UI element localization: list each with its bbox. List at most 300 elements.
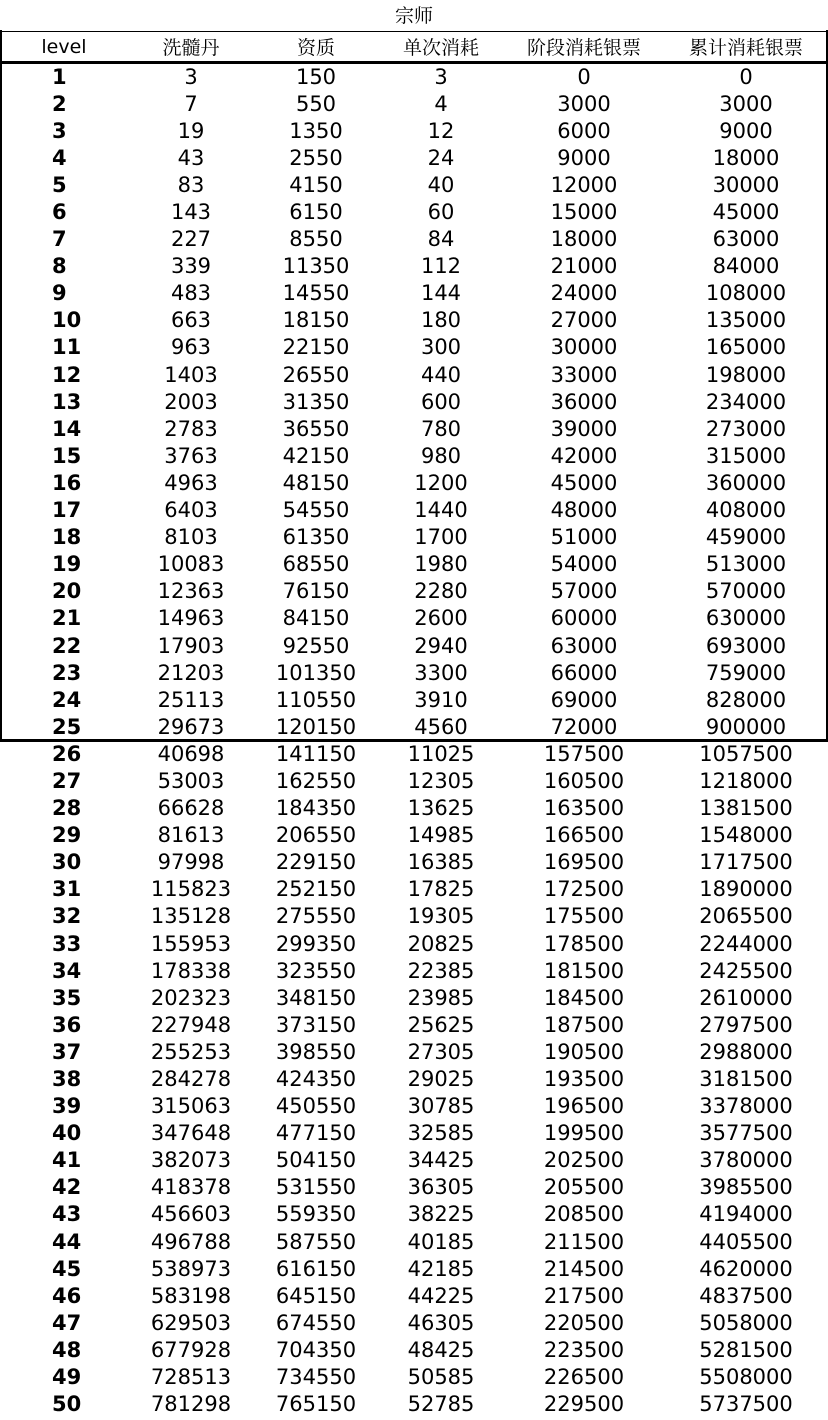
table-row <box>0 1309 828 1336</box>
cell-single-cost: 46305 <box>407 1310 475 1335</box>
cell-total-silver: 30000 <box>712 172 780 197</box>
cell-zizhi: 11350 <box>282 254 350 279</box>
cell-stage-silver: 184500 <box>543 985 625 1010</box>
header-stage-silver: 阶段消耗银票 <box>526 37 641 59</box>
table-row <box>0 686 828 713</box>
cell-level: 49 <box>52 1365 82 1390</box>
cell-single-cost: 19305 <box>407 904 475 929</box>
cell-xisuidan: 2003 <box>164 389 218 414</box>
table-row <box>0 415 828 442</box>
cell-stage-silver: 6000 <box>557 118 611 143</box>
table-row <box>0 63 828 90</box>
cell-zizhi: 101350 <box>275 660 357 685</box>
cell-total-silver: 1057500 <box>699 741 793 766</box>
table-row <box>0 307 828 334</box>
cell-stage-silver: 21000 <box>550 254 618 279</box>
cell-xisuidan: 17903 <box>157 633 225 658</box>
cell-stage-silver: 0 <box>577 64 591 89</box>
cell-total-silver: 4620000 <box>699 1256 793 1281</box>
cell-xisuidan: 155953 <box>150 931 232 956</box>
table-row <box>0 497 828 524</box>
cell-zizhi: 674550 <box>275 1310 357 1335</box>
cell-zizhi: 323550 <box>275 958 357 983</box>
cell-xisuidan: 178338 <box>150 958 232 983</box>
cell-single-cost: 17825 <box>407 877 475 902</box>
table-row <box>0 171 828 198</box>
cell-single-cost: 84 <box>427 227 455 252</box>
cell-level: 27 <box>52 768 82 793</box>
cell-level: 36 <box>52 1012 82 1037</box>
cell-level: 38 <box>52 1067 82 1092</box>
cell-total-silver: 360000 <box>705 470 787 495</box>
cell-stage-silver: 175500 <box>543 904 625 929</box>
table-row <box>0 849 828 876</box>
cell-stage-silver: 39000 <box>550 416 618 441</box>
table-row <box>0 822 828 849</box>
cell-xisuidan: 10083 <box>157 552 225 577</box>
cell-level: 33 <box>52 931 82 956</box>
cell-zizhi: 22150 <box>282 335 350 360</box>
cell-zizhi: 734550 <box>275 1365 357 1390</box>
cell-single-cost: 23985 <box>407 985 475 1010</box>
cell-zizhi: 150 <box>295 64 337 89</box>
cell-level: 32 <box>52 904 82 929</box>
cell-xisuidan: 12363 <box>157 579 225 604</box>
cell-zizhi: 477150 <box>275 1121 357 1146</box>
cell-level: 35 <box>52 985 82 1010</box>
cell-total-silver: 5737500 <box>699 1392 793 1417</box>
cell-total-silver: 2065500 <box>699 904 793 929</box>
cell-zizhi: 450550 <box>275 1094 357 1119</box>
cell-stage-silver: 196500 <box>543 1094 625 1119</box>
cell-total-silver: 135000 <box>705 308 787 333</box>
cell-level: 10 <box>52 308 82 333</box>
cell-single-cost: 22385 <box>407 958 475 983</box>
cell-xisuidan: 8103 <box>164 525 218 550</box>
header-zizhi: 资质 <box>296 37 335 59</box>
table-row <box>0 1038 828 1065</box>
cell-zizhi: 206550 <box>275 823 357 848</box>
cell-total-silver: 5058000 <box>699 1310 793 1335</box>
cell-zizhi: 18150 <box>282 308 350 333</box>
cell-zizhi: 184350 <box>275 796 357 821</box>
cell-total-silver: 0 <box>739 64 753 89</box>
table-row <box>0 957 828 984</box>
cell-stage-silver: 69000 <box>550 687 618 712</box>
cell-single-cost: 1440 <box>414 498 468 523</box>
cell-level: 47 <box>52 1310 82 1335</box>
cell-total-silver: 234000 <box>705 389 787 414</box>
cell-total-silver: 2797500 <box>699 1012 793 1037</box>
cell-level: 34 <box>52 958 82 983</box>
cell-stage-silver: 205500 <box>543 1175 625 1200</box>
cell-total-silver: 2244000 <box>699 931 793 956</box>
table-row <box>0 1201 828 1228</box>
cell-level: 50 <box>52 1392 82 1417</box>
cell-level: 31 <box>52 877 82 902</box>
cell-xisuidan: 83 <box>177 172 205 197</box>
cell-total-silver: 273000 <box>705 416 787 441</box>
cell-level: 39 <box>52 1094 82 1119</box>
cell-xisuidan: 315063 <box>150 1094 232 1119</box>
cell-total-silver: 84000 <box>712 254 780 279</box>
cell-single-cost: 2280 <box>414 579 468 604</box>
cell-single-cost: 24 <box>427 145 455 170</box>
cell-xisuidan: 14963 <box>157 606 225 631</box>
cell-single-cost: 20825 <box>407 931 475 956</box>
cell-zizhi: 68550 <box>282 552 350 577</box>
cell-stage-silver: 172500 <box>543 877 625 902</box>
cell-zizhi: 14550 <box>282 281 350 306</box>
cell-level: 17 <box>52 498 82 523</box>
cell-total-silver: 693000 <box>705 633 787 658</box>
cell-single-cost: 13625 <box>407 796 475 821</box>
table-row <box>0 605 828 632</box>
cell-zizhi: 765150 <box>275 1392 357 1417</box>
table-row <box>0 524 828 551</box>
cell-zizhi: 504150 <box>275 1148 357 1173</box>
cell-stage-silver: 72000 <box>550 714 618 739</box>
cell-total-silver: 63000 <box>712 227 780 252</box>
cell-level: 14 <box>52 416 82 441</box>
cell-stage-silver: 193500 <box>543 1067 625 1092</box>
cell-stage-silver: 12000 <box>550 172 618 197</box>
cell-xisuidan: 7 <box>184 91 198 116</box>
cell-total-silver: 1717500 <box>699 850 793 875</box>
cell-total-silver: 2988000 <box>699 1039 793 1064</box>
cell-xisuidan: 40698 <box>157 741 225 766</box>
cell-xisuidan: 663 <box>170 308 212 333</box>
cell-stage-silver: 229500 <box>543 1392 625 1417</box>
cell-zizhi: 92550 <box>282 633 350 658</box>
cell-zizhi: 162550 <box>275 768 357 793</box>
cell-zizhi: 704350 <box>275 1337 357 1362</box>
cell-total-silver: 315000 <box>705 443 787 468</box>
cell-xisuidan: 202323 <box>150 985 232 1010</box>
cell-level: 18 <box>52 525 82 550</box>
cell-level: 11 <box>52 335 82 360</box>
cell-xisuidan: 963 <box>170 335 212 360</box>
table-row <box>0 253 828 280</box>
cell-total-silver: 5508000 <box>699 1365 793 1390</box>
cell-level: 8 <box>52 254 67 279</box>
cell-stage-silver: 63000 <box>550 633 618 658</box>
header-total-silver: 累计消耗银票 <box>688 37 803 59</box>
cell-zizhi: 373150 <box>275 1012 357 1037</box>
cell-total-silver: 408000 <box>705 498 787 523</box>
cell-single-cost: 600 <box>420 389 462 414</box>
cell-total-silver: 3000 <box>719 91 773 116</box>
cell-level: 21 <box>52 606 82 631</box>
cell-total-silver: 18000 <box>712 145 780 170</box>
cell-single-cost: 112 <box>420 254 462 279</box>
cell-stage-silver: 160500 <box>543 768 625 793</box>
cell-total-silver: 2425500 <box>699 958 793 983</box>
cell-total-silver: 9000 <box>719 118 773 143</box>
cell-level: 13 <box>52 389 82 414</box>
cell-stage-silver: 27000 <box>550 308 618 333</box>
cell-xisuidan: 6403 <box>164 498 218 523</box>
table-row <box>0 984 828 1011</box>
cell-single-cost: 780 <box>420 416 462 441</box>
cell-level: 25 <box>52 714 82 739</box>
cell-single-cost: 4 <box>434 91 448 116</box>
sheet-title: 宗师 <box>394 5 433 27</box>
cell-total-silver: 3378000 <box>699 1094 793 1119</box>
cell-zizhi: 275550 <box>275 904 357 929</box>
cell-total-silver: 3577500 <box>699 1121 793 1146</box>
cell-stage-silver: 214500 <box>543 1256 625 1281</box>
header-level: level <box>41 35 87 58</box>
cell-stage-silver: 181500 <box>543 958 625 983</box>
table-row <box>0 795 828 822</box>
cell-zizhi: 252150 <box>275 877 357 902</box>
cell-single-cost: 11025 <box>407 741 475 766</box>
cell-xisuidan: 81613 <box>157 823 225 848</box>
cell-level: 26 <box>52 741 82 766</box>
cell-total-silver: 828000 <box>705 687 787 712</box>
cell-level: 6 <box>52 200 67 225</box>
cell-stage-silver: 51000 <box>550 525 618 550</box>
cell-stage-silver: 18000 <box>550 227 618 252</box>
cell-xisuidan: 418378 <box>150 1175 232 1200</box>
cell-single-cost: 12305 <box>407 768 475 793</box>
cell-xisuidan: 382073 <box>150 1148 232 1173</box>
cell-stage-silver: 199500 <box>543 1121 625 1146</box>
cell-level: 43 <box>52 1202 82 1227</box>
table-row <box>0 1364 828 1391</box>
cell-total-silver: 459000 <box>705 525 787 550</box>
cell-zizhi: 48150 <box>282 470 350 495</box>
cell-zizhi: 54550 <box>282 498 350 523</box>
cell-level: 22 <box>52 633 82 658</box>
cell-level: 9 <box>52 281 67 306</box>
cell-total-silver: 165000 <box>705 335 787 360</box>
cell-total-silver: 4405500 <box>699 1229 793 1254</box>
cell-level: 2 <box>52 91 67 116</box>
cell-single-cost: 2940 <box>414 633 468 658</box>
cell-level: 30 <box>52 850 82 875</box>
cell-level: 24 <box>52 687 82 712</box>
cell-single-cost: 42185 <box>407 1256 475 1281</box>
cell-single-cost: 16385 <box>407 850 475 875</box>
cell-level: 5 <box>52 172 67 197</box>
cell-single-cost: 1700 <box>414 525 468 550</box>
cell-single-cost: 40 <box>427 172 455 197</box>
cell-total-silver: 45000 <box>712 200 780 225</box>
cell-single-cost: 300 <box>420 335 462 360</box>
cell-single-cost: 32585 <box>407 1121 475 1146</box>
table-row <box>0 226 828 253</box>
cell-zizhi: 1350 <box>289 118 343 143</box>
cell-stage-silver: 166500 <box>543 823 625 848</box>
cell-stage-silver: 163500 <box>543 796 625 821</box>
cell-xisuidan: 538973 <box>150 1256 232 1281</box>
cell-single-cost: 36305 <box>407 1175 475 1200</box>
cell-single-cost: 44225 <box>407 1283 475 1308</box>
cell-level: 19 <box>52 552 82 577</box>
cell-stage-silver: 15000 <box>550 200 618 225</box>
cell-zizhi: 26550 <box>282 362 350 387</box>
cell-level: 40 <box>52 1121 82 1146</box>
cell-zizhi: 559350 <box>275 1202 357 1227</box>
cell-stage-silver: 157500 <box>543 741 625 766</box>
table-row <box>0 1391 828 1418</box>
table-row <box>0 334 828 361</box>
cell-zizhi: 31350 <box>282 389 350 414</box>
cell-level: 12 <box>52 362 82 387</box>
cell-single-cost: 30785 <box>407 1094 475 1119</box>
cell-single-cost: 12 <box>427 118 455 143</box>
cell-xisuidan: 53003 <box>157 768 225 793</box>
cell-level: 23 <box>52 660 82 685</box>
cell-level: 20 <box>52 579 82 604</box>
table-row <box>0 930 828 957</box>
cell-zizhi: 229150 <box>275 850 357 875</box>
cell-single-cost: 50585 <box>407 1365 475 1390</box>
cell-zizhi: 616150 <box>275 1256 357 1281</box>
cell-level: 37 <box>52 1039 82 1064</box>
cell-single-cost: 3300 <box>414 660 468 685</box>
cell-total-silver: 1890000 <box>699 877 793 902</box>
cell-zizhi: 550 <box>295 91 337 116</box>
cell-stage-silver: 48000 <box>550 498 618 523</box>
table-row <box>0 1011 828 1038</box>
cell-single-cost: 4560 <box>414 714 468 739</box>
cell-level: 3 <box>52 118 67 143</box>
cell-level: 41 <box>52 1148 82 1173</box>
table-row <box>0 1093 828 1120</box>
cell-single-cost: 48425 <box>407 1337 475 1362</box>
cell-total-silver: 3780000 <box>699 1148 793 1173</box>
cell-single-cost: 40185 <box>407 1229 475 1254</box>
cell-stage-silver: 36000 <box>550 389 618 414</box>
cell-xisuidan: 4963 <box>164 470 218 495</box>
cell-single-cost: 25625 <box>407 1012 475 1037</box>
table-row <box>0 551 828 578</box>
table-row <box>0 1120 828 1147</box>
cell-single-cost: 180 <box>420 308 462 333</box>
cell-zizhi: 645150 <box>275 1283 357 1308</box>
cell-stage-silver: 66000 <box>550 660 618 685</box>
cell-xisuidan: 43 <box>177 145 205 170</box>
cell-xisuidan: 347648 <box>150 1121 232 1146</box>
cell-xisuidan: 583198 <box>150 1283 232 1308</box>
cell-level: 42 <box>52 1175 82 1200</box>
cell-zizhi: 141150 <box>275 741 357 766</box>
cell-single-cost: 1200 <box>414 470 468 495</box>
cell-xisuidan: 115823 <box>150 877 232 902</box>
table-row <box>0 659 828 686</box>
table-row <box>0 1065 828 1092</box>
cell-stage-silver: 42000 <box>550 443 618 468</box>
cell-stage-silver: 9000 <box>557 145 611 170</box>
table-row <box>0 117 828 144</box>
section-divider <box>0 739 828 742</box>
cell-single-cost: 3910 <box>414 687 468 712</box>
cell-zizhi: 6150 <box>289 200 343 225</box>
cell-total-silver: 759000 <box>705 660 787 685</box>
cell-stage-silver: 187500 <box>543 1012 625 1037</box>
cell-xisuidan: 496788 <box>150 1229 232 1254</box>
cell-stage-silver: 45000 <box>550 470 618 495</box>
cell-xisuidan: 25113 <box>157 687 225 712</box>
cell-single-cost: 27305 <box>407 1039 475 1064</box>
cell-xisuidan: 2783 <box>164 416 218 441</box>
cell-stage-silver: 3000 <box>557 91 611 116</box>
cell-total-silver: 1381500 <box>699 796 793 821</box>
cell-stage-silver: 33000 <box>550 362 618 387</box>
table-row <box>0 903 828 930</box>
cell-xisuidan: 728513 <box>150 1365 232 1390</box>
cell-zizhi: 2550 <box>289 145 343 170</box>
cell-level: 15 <box>52 443 82 468</box>
table-row <box>0 90 828 117</box>
cell-stage-silver: 30000 <box>550 335 618 360</box>
cell-zizhi: 424350 <box>275 1067 357 1092</box>
cell-stage-silver: 220500 <box>543 1310 625 1335</box>
cell-total-silver: 513000 <box>705 552 787 577</box>
cell-level: 48 <box>52 1337 82 1362</box>
cell-xisuidan: 284278 <box>150 1067 232 1092</box>
cell-single-cost: 60 <box>427 200 455 225</box>
cell-single-cost: 29025 <box>407 1067 475 1092</box>
cell-xisuidan: 3 <box>184 64 198 89</box>
table-row <box>0 198 828 225</box>
cell-stage-silver: 202500 <box>543 1148 625 1173</box>
cell-stage-silver: 54000 <box>550 552 618 577</box>
cell-total-silver: 570000 <box>705 579 787 604</box>
cell-total-silver: 4194000 <box>699 1202 793 1227</box>
cell-stage-silver: 60000 <box>550 606 618 631</box>
cell-xisuidan: 456603 <box>150 1202 232 1227</box>
cell-xisuidan: 227948 <box>150 1012 232 1037</box>
cell-level: 1 <box>52 64 67 89</box>
cell-stage-silver: 169500 <box>543 850 625 875</box>
header-row <box>0 31 828 64</box>
cell-total-silver: 900000 <box>705 714 787 739</box>
cell-stage-silver: 208500 <box>543 1202 625 1227</box>
cell-xisuidan: 19 <box>177 118 205 143</box>
cell-single-cost: 38225 <box>407 1202 475 1227</box>
header-xisuidan: 洗髓丹 <box>162 37 220 59</box>
table-row <box>0 442 828 469</box>
cell-zizhi: 42150 <box>282 443 350 468</box>
cell-stage-silver: 57000 <box>550 579 618 604</box>
cell-zizhi: 36550 <box>282 416 350 441</box>
cell-xisuidan: 21203 <box>157 660 225 685</box>
cell-zizhi: 531550 <box>275 1175 357 1200</box>
table-row <box>0 767 828 794</box>
cell-xisuidan: 66628 <box>157 796 225 821</box>
table-row <box>0 469 828 496</box>
cell-single-cost: 144 <box>420 281 462 306</box>
table-row <box>0 876 828 903</box>
table-row <box>0 578 828 605</box>
cell-zizhi: 398550 <box>275 1039 357 1064</box>
cell-zizhi: 61350 <box>282 525 350 550</box>
cell-level: 28 <box>52 796 82 821</box>
cell-total-silver: 198000 <box>705 362 787 387</box>
cell-zizhi: 8550 <box>289 227 343 252</box>
cell-total-silver: 1218000 <box>699 768 793 793</box>
cell-single-cost: 14985 <box>407 823 475 848</box>
cell-total-silver: 108000 <box>705 281 787 306</box>
cell-single-cost: 3 <box>434 64 448 89</box>
cell-total-silver: 1548000 <box>699 823 793 848</box>
cell-level: 4 <box>52 145 67 170</box>
cell-stage-silver: 211500 <box>543 1229 625 1254</box>
